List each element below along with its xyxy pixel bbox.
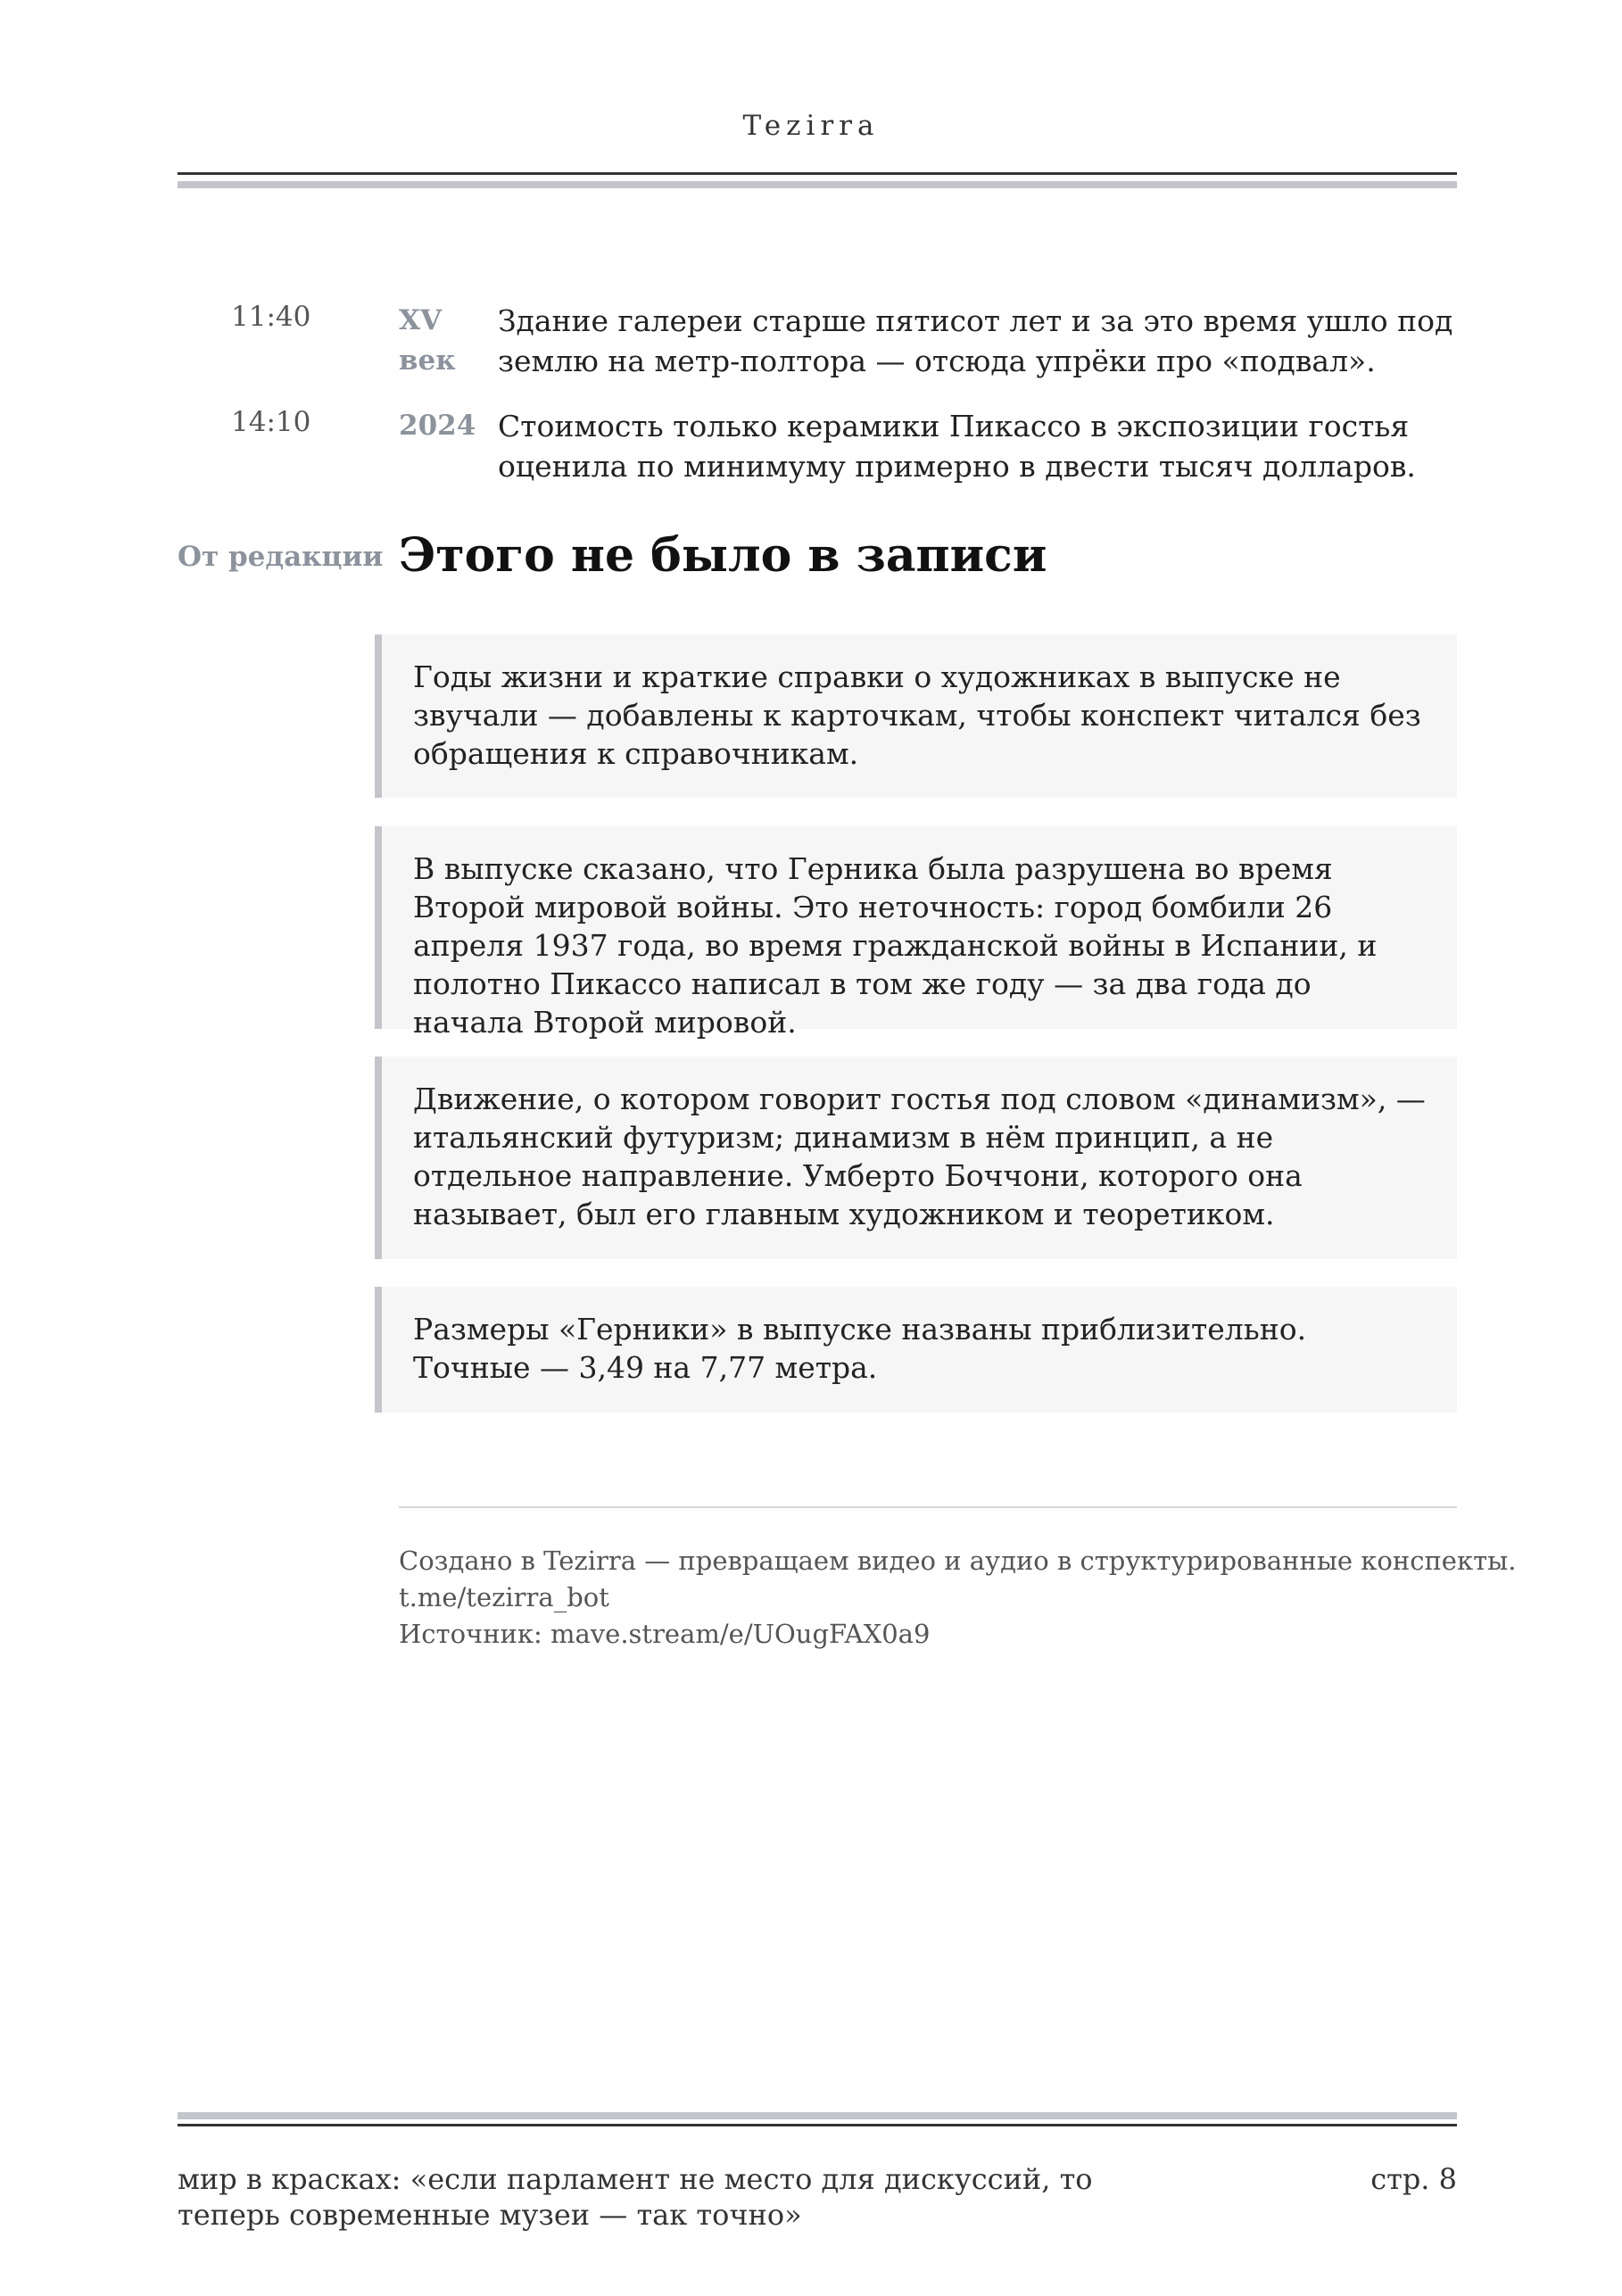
entry-text: Здание галереи старше пятисот лет и за это время ушло под землю на метр-полтора — отсюда упрёки про «подвал». (498, 303, 1453, 378)
editor-note: Размеры «Герники» в выпуске названы приблизительно. Точные — 3,49 на 7,77 метра. (375, 1287, 1457, 1413)
page-number: стр. 8 (1370, 2162, 1457, 2196)
document-header-title: Tezirra (742, 110, 880, 142)
footer-divider (399, 1506, 1457, 1508)
editor-note: Движение, о котором говорит гостья под словом «динамизм», — итальянский футуризм; динамизм в нём принцип, а не отдельное направление. Умберто Боччони, которого она называет, был его главным художником и теоретиком. (375, 1057, 1457, 1259)
timecode[interactable]: 14:10 (231, 406, 311, 438)
timecode[interactable]: 11:40 (231, 301, 311, 333)
era-label: 2024 (399, 410, 476, 442)
section-title: Этого не было в записи (399, 528, 1047, 583)
running-title: мир в красках: «если парламент не место для дискуссий, то теперь современные музеи — так точно» (178, 2162, 1093, 2232)
section-kicker: От редакции (178, 541, 384, 573)
editor-note: В выпуске сказано, что Герника была разрушена во время Второй мировой войны. Это неточность: город бомбили 26 апреля 1937 года, во время гражданской войны в Испании, и полотно Пикассо написал в том же году — за два года до начала Второй мировой. (375, 826, 1457, 1029)
footer-rule-light (178, 2112, 1457, 2119)
entry-text: Стоимость только керамики Пикассо в экспозиции гостья оценила по минимуму примерно в двести тысяч долларов. (498, 409, 1416, 484)
era-label: XV век (399, 304, 456, 377)
footer-rule-dark (178, 2124, 1457, 2126)
bot-link[interactable]: t.me/tezirra_bot (399, 1582, 609, 1612)
created-with-note: Создано в Tezirra — превращаем видео и аудио в структурированные конспекты. (399, 1546, 1517, 1576)
header-rule-light (178, 181, 1457, 188)
header-rule-dark (178, 172, 1457, 175)
editor-note: Годы жизни и краткие справки о художниках в выпуске не звучали — добавлены к карточкам, чтобы конспект читался без обращения к справочникам. (375, 634, 1457, 798)
source-link[interactable]: Источник: mave.stream/e/UOugFAX0a9 (399, 1619, 931, 1649)
